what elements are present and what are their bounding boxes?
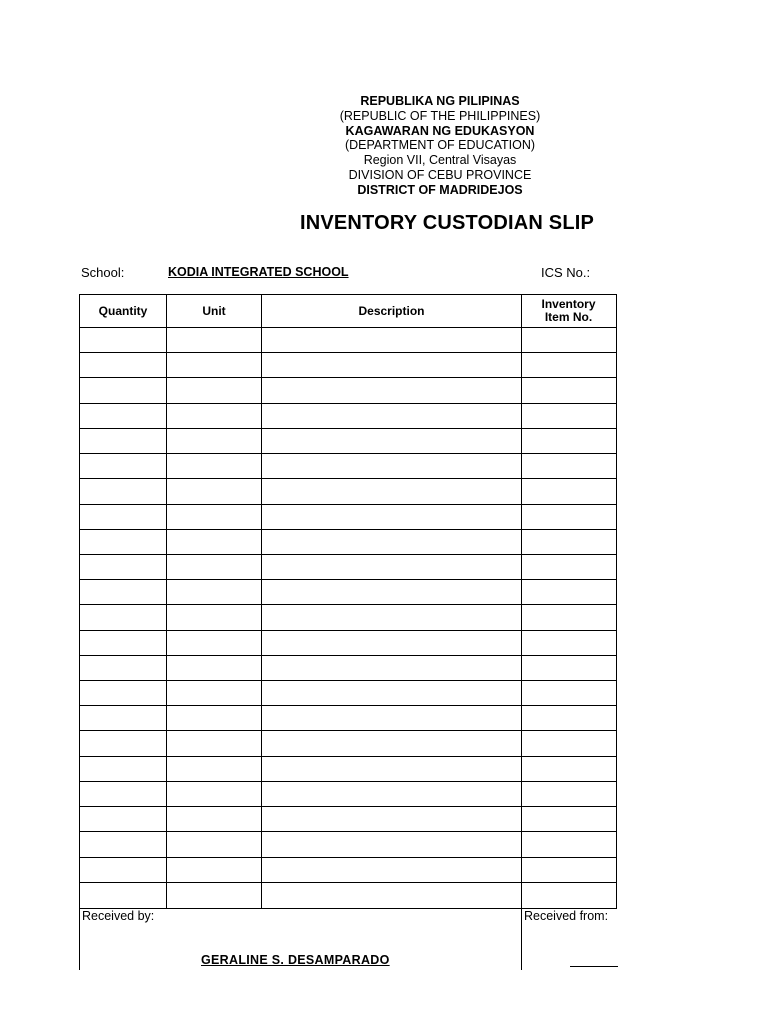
header-line-3: KAGAWARAN NG EDUKASYON [345, 124, 535, 138]
table-row-divider [80, 655, 616, 656]
received-from-section [521, 908, 618, 970]
table-row-divider [80, 630, 616, 631]
table-row-divider [80, 857, 616, 858]
inventory-table [79, 294, 617, 909]
header-line-2: (REPUBLIC OF THE PHILIPPINES) [339, 109, 541, 123]
header-line-4: (DEPARTMENT OF EDUCATION) [344, 138, 536, 152]
received-from-label: Received from: [524, 909, 609, 923]
column-header-inventory-item-no: Inventory Item No. [541, 297, 596, 324]
table-row-divider [80, 579, 616, 580]
table-row-divider [80, 730, 616, 731]
table-row-divider [80, 604, 616, 605]
table-row-divider [80, 831, 616, 832]
school-name: KODIA INTEGRATED SCHOOL [168, 265, 349, 279]
column-header-description: Description [358, 303, 425, 318]
header-line-5: Region VII, Central Visayas [363, 153, 517, 167]
table-row-divider [80, 781, 616, 782]
table-row-divider [80, 377, 616, 378]
received-from-signature-line [570, 966, 618, 967]
table-row-divider [80, 327, 616, 328]
received-by-name: GERALINE S. DESAMPARADO [201, 953, 390, 967]
table-row-divider [80, 453, 616, 454]
column-divider [261, 295, 262, 908]
received-by-label: Received by: [82, 909, 155, 923]
table-row-divider [80, 428, 616, 429]
table-row-divider [80, 806, 616, 807]
column-divider [166, 295, 167, 908]
table-row-divider [80, 680, 616, 681]
school-label: School: [81, 265, 125, 280]
column-header-quantity: Quantity [98, 303, 148, 318]
table-row-divider [80, 403, 616, 404]
table-row-divider [80, 554, 616, 555]
column-header-unit: Unit [202, 303, 226, 318]
page-title: INVENTORY CUSTODIAN SLIP [299, 212, 595, 234]
table-row-divider [80, 705, 616, 706]
table-row-divider [80, 882, 616, 883]
table-row-divider [80, 529, 616, 530]
column-divider [521, 295, 522, 908]
table-row-divider [80, 478, 616, 479]
header-line-6: DIVISION OF CEBU PROVINCE [348, 168, 532, 182]
ics-number-label: ICS No.: [541, 265, 591, 280]
table-row-divider [80, 756, 616, 757]
table-row-divider [80, 504, 616, 505]
table-row-divider [80, 352, 616, 353]
header-line-1: REPUBLIKA NG PILIPINAS [360, 94, 520, 108]
header-line-7: DISTRICT OF MADRIDEJOS [357, 183, 523, 197]
